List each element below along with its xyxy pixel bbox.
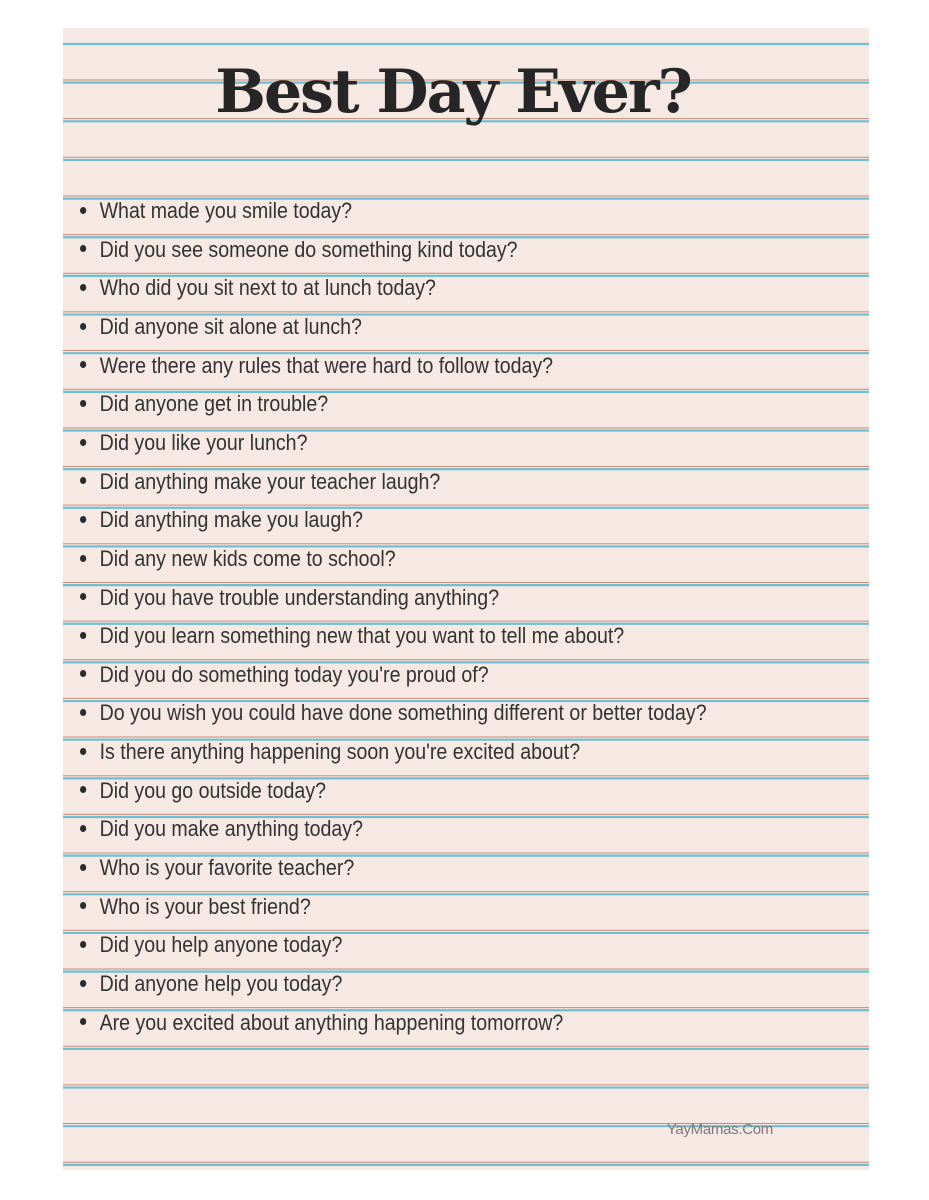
bullet-icon (80, 902, 86, 909)
question-text: Who is your favorite teacher? (99, 855, 355, 881)
question-text: Did anyone help you today? (99, 971, 343, 996)
question-text: Did anything make you laugh? (99, 507, 363, 533)
bullet-icon (80, 670, 86, 677)
list-item (80, 818, 363, 840)
bullet-icon (80, 825, 86, 832)
bullet-icon (80, 748, 86, 755)
list-item (80, 1009, 564, 1035)
question-text: Did anyone get in trouble? (99, 391, 329, 417)
bullet-icon (80, 555, 86, 562)
question-text: Did you like your lunch? (99, 429, 308, 455)
list-item (80, 236, 518, 262)
list-item (80, 661, 489, 687)
list-item (80, 973, 342, 995)
site-credit: YayMamas.Com (666, 1121, 773, 1138)
bullet-icon (80, 709, 86, 716)
lined-paper (63, 28, 869, 1170)
question-text: Did you help anyone today? (99, 932, 343, 958)
list-item (80, 741, 580, 763)
list-item (80, 277, 436, 299)
list-item (80, 545, 396, 571)
bullet-icon (80, 361, 86, 368)
question-text: Did anyone sit alone at lunch? (99, 313, 362, 339)
bullet-icon (80, 245, 86, 252)
bullet-icon (80, 400, 86, 407)
bullet-icon (80, 941, 86, 948)
list-item (80, 934, 342, 956)
list-item (80, 313, 362, 339)
bullet-icon (80, 284, 86, 291)
question-text: Were there any rules that were hard to follow today? (99, 352, 554, 378)
question-text: Did you see someone do something kind today? (99, 236, 518, 262)
list-item (80, 702, 707, 724)
question-text: Do you wish you could have done something different or better today? (99, 700, 707, 726)
list-item (80, 200, 352, 222)
question-text: Did you have trouble understanding anything? (99, 584, 500, 610)
list-item (80, 509, 363, 531)
question-text: Are you excited about anything happening tomorrow? (99, 1009, 564, 1035)
question-text: Did anything make your teacher laugh? (99, 468, 441, 494)
list-item (80, 893, 311, 919)
list-item (80, 625, 624, 647)
bullet-icon (80, 864, 86, 871)
question-text: Did you make anything today? (99, 816, 363, 842)
question-text: Did you learn something new that you want to tell me about? (99, 623, 625, 649)
bullet-icon (80, 477, 86, 484)
question-text: Who is your best friend? (99, 893, 311, 919)
question-text: Is there anything happening soon you're excited about? (99, 739, 581, 765)
question-text: Did you do something today you're proud of? (99, 661, 489, 687)
list-item (80, 857, 354, 879)
page-title: Best Day Ever? (215, 57, 691, 127)
bullet-icon (80, 516, 86, 523)
bullet-icon (80, 593, 86, 600)
question-text: Who did you sit next to at lunch today? (99, 275, 436, 301)
list-item (80, 352, 554, 378)
bullet-icon (80, 323, 86, 330)
bullet-icon (80, 1018, 86, 1025)
question-text: Did you go outside today? (99, 777, 327, 803)
question-text: Did any new kids come to school? (99, 545, 396, 571)
bullet-icon (80, 786, 86, 793)
bullet-icon (80, 207, 86, 214)
list-item (80, 393, 328, 415)
bullet-icon (80, 439, 86, 446)
list-item (80, 584, 500, 610)
bullet-icon (80, 980, 86, 987)
bullet-icon (80, 632, 86, 639)
list-item (80, 777, 327, 803)
question-text: What made you smile today? (99, 198, 353, 223)
list-item (80, 429, 308, 455)
list-item (80, 468, 441, 494)
